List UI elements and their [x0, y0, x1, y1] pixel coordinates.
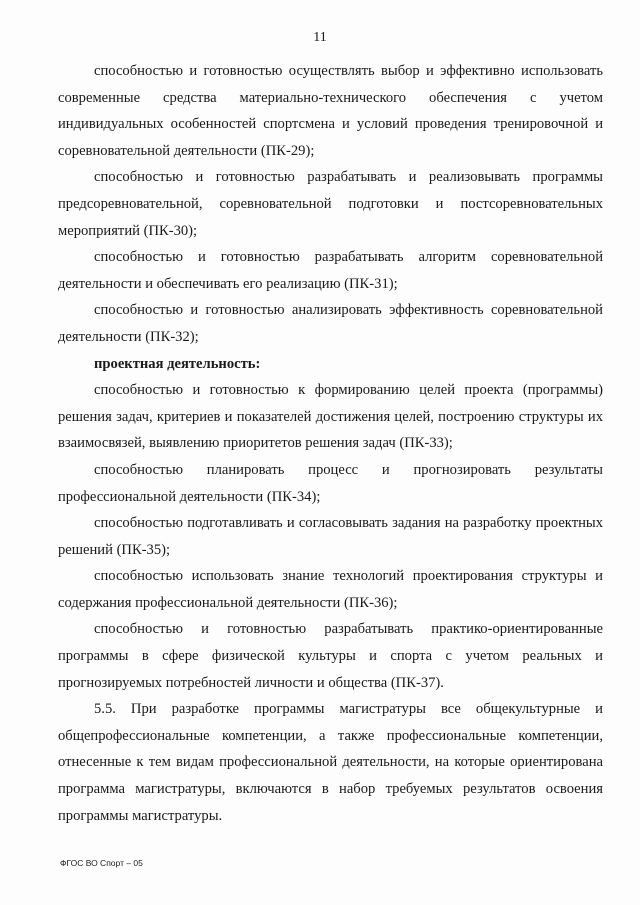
- section-heading-project-activity: проектная деятельность:: [94, 355, 261, 372]
- paragraph-pk-34: способностью планировать процесс и прогнозировать результаты профессиональной деятельности (ПК-34);: [58, 461, 603, 505]
- page-number: 11: [313, 30, 327, 45]
- footer-label: ФГОС ВО Спорт – 05: [60, 858, 143, 868]
- paragraph-pk-33: способностью и готовностью к формированию целей проекта (программы) решения задач, критериев и показателей достижения целей, построению структуры их взаимосвязей, выявлению приоритетов решения задач (ПК-33);: [58, 382, 603, 452]
- paragraph-5-5: 5.5. При разработке программы магистратуры все общекультурные и общепрофессиональные компетенции, а также профессиональные компетенции, отнесенные к тем видам профессиональной деятельности, на которые ориентирована программа магистратуры, включаются в набор требуемых результатов освоения программы магистратуры.: [58, 701, 603, 824]
- paragraph-pk-37: способностью и готовностью разрабатывать практико-ориентированные программы в сфере физической культуры и спорта с учетом реальных и прогнозируемых потребностей личности и общества (ПК-37).: [58, 621, 603, 691]
- paragraph-pk-35: способностью подготавливать и согласовывать задания на разработку проектных решений (ПК-35);: [58, 515, 603, 558]
- paragraph-pk-29: способностью и готовностью осуществлять выбор и эффективно использовать современные средства материально-технического обеспечения с учетом индивидуальных особенностей спортсмена и условий проведения тренировочной и соревновательной деятельности (ПК-29);: [58, 63, 603, 159]
- paragraph-pk-31: способностью и готовностью разрабатывать алгоритм соревновательной деятельности и обеспечивать его реализацию (ПК-31);: [58, 249, 603, 292]
- paragraph-pk-32: способностью и готовностью анализировать эффективность соревновательной деятельности (ПК-32);: [58, 302, 603, 345]
- document-body: [58, 58, 603, 829]
- paragraph-pk-36: способностью использовать знание технологий проектирования структуры и содержания профессиональной деятельности (ПК-36);: [58, 568, 603, 611]
- paragraph-pk-30: способностью и готовностью разрабатывать и реализовывать программы предсоревновательной, соревновательной подготовки и постсоревновательных мероприятий (ПК-30);: [58, 169, 603, 239]
